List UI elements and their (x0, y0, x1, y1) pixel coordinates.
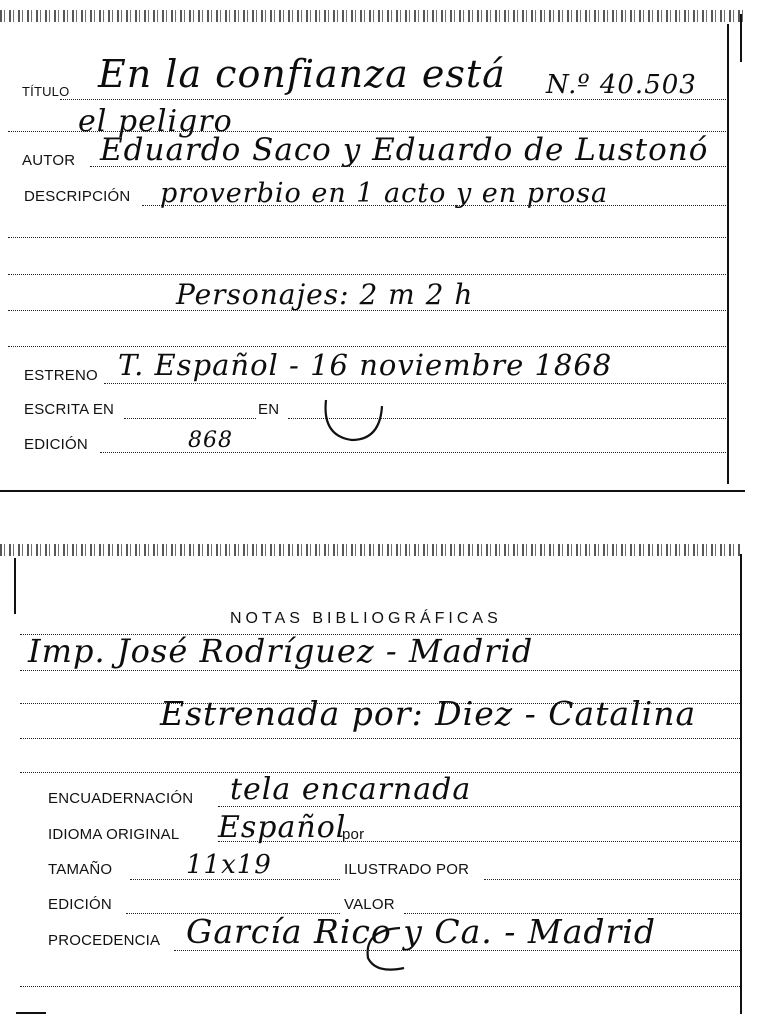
card-right-edge (740, 554, 742, 1014)
rule (20, 738, 740, 739)
value-tamano: 11x19 (186, 850, 272, 880)
card-bottom-edge (16, 1012, 46, 1014)
value-notes-line2: Estrenada por: Diez - Catalina (160, 694, 697, 733)
scan-noise-bottom (0, 544, 742, 556)
value-numero: N.º 40.503 (546, 70, 697, 100)
value-edicion: 868 (188, 428, 233, 453)
card-left-edge (14, 558, 16, 614)
rule (8, 346, 728, 347)
value-descripcion: proverbio en 1 acto y en prosa (160, 178, 609, 209)
card-right-edge (727, 24, 729, 484)
rule (104, 383, 728, 384)
punch-hole-mark-bottom (360, 924, 416, 976)
rule (484, 879, 740, 880)
label-descripcion: DESCRIPCIÓN (24, 188, 131, 205)
label-encuadernacion: ENCUADERNACIÓN (48, 790, 194, 807)
label-titulo: TÍTULO (22, 84, 70, 99)
rule (20, 986, 740, 987)
value-idioma-original: Español (218, 810, 347, 845)
value-titulo-line2: el peligro (78, 104, 233, 139)
rule (124, 418, 256, 419)
label-tamano: TAMAÑO (48, 861, 113, 878)
value-titulo-line1: En la confianza está (98, 52, 506, 96)
label-edicion: EDICIÓN (24, 436, 88, 453)
card-right-edge-outer (740, 14, 742, 62)
value-procedencia: García Rico y Ca. - Madrid (186, 912, 656, 951)
label-valor: VALOR (344, 896, 395, 913)
label-estreno: ESTRENO (24, 367, 98, 384)
heading-notas-bibliograficas: NOTAS BIBLIOGRÁFICAS (230, 610, 502, 627)
value-autor: Eduardo Saco y Eduardo de Lustonó (100, 132, 709, 168)
rule (20, 670, 740, 671)
rule (8, 237, 728, 238)
label-procedencia: PROCEDENCIA (48, 932, 161, 949)
value-notes-line1: Imp. José Rodríguez - Madrid (28, 632, 534, 670)
label-por: por (342, 826, 365, 843)
punch-hole-mark-top (318, 396, 388, 444)
label-escrita-en: ESCRITA EN (24, 401, 115, 418)
value-estreno: T. Español - 16 noviembre 1868 (118, 348, 613, 382)
label-autor: AUTOR (22, 152, 76, 169)
value-encuadernacion: tela encarnada (230, 772, 472, 807)
bottom-catalog-card (0, 540, 759, 1020)
rule (8, 274, 728, 275)
value-personajes: Personajes: 2 m 2 h (176, 278, 474, 311)
card-bottom-border (0, 490, 745, 492)
label-en: EN (258, 401, 280, 418)
scan-noise-top (0, 10, 745, 22)
top-catalog-card (0, 0, 759, 495)
label-ilustrado-por: ILUSTRADO POR (344, 861, 470, 878)
label-edicion-bottom: EDICIÓN (48, 896, 112, 913)
label-idioma-original: IDIOMA ORIGINAL (48, 826, 180, 843)
